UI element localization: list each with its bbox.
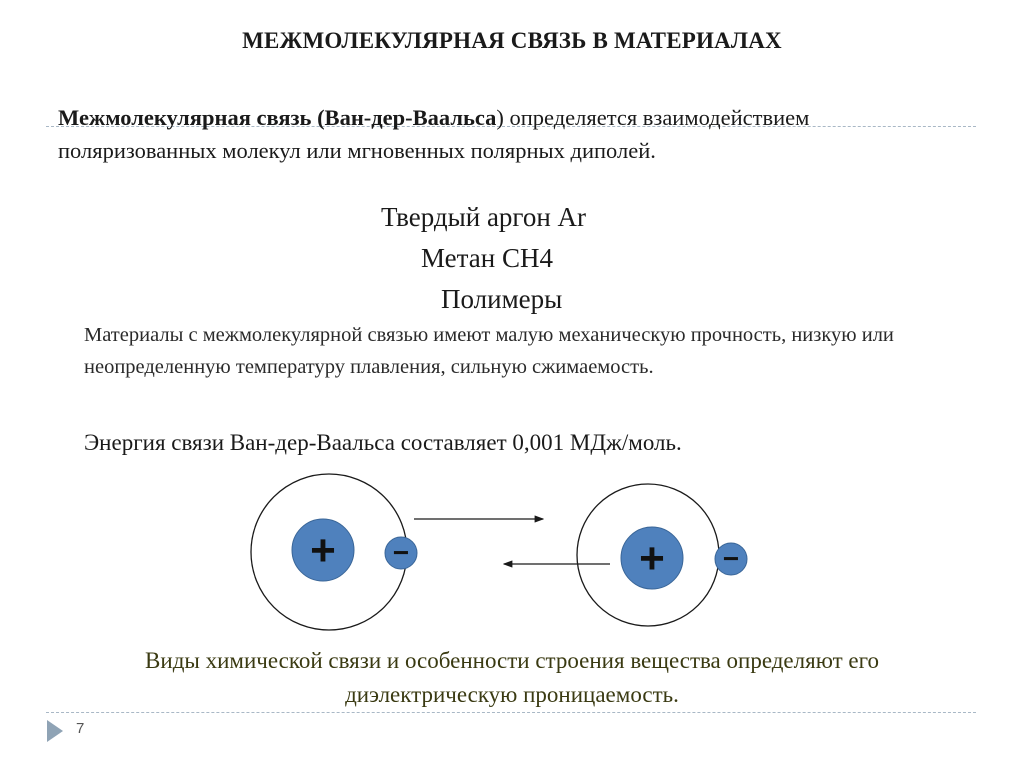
energy-statement: Энергия связи Ван-дер-Ваальса составляет 0,001 МДж/моль. (84, 430, 682, 455)
slide-title: МЕЖМОЛЕКУЛЯРНАЯ СВЯЗЬ В МАТЕРИАЛАХ (242, 28, 782, 53)
slide-number: 7 (76, 720, 85, 737)
right-plus-symbol: + (639, 534, 665, 583)
dipole-diagram (0, 470, 1024, 640)
example-polymers: Полимеры (441, 284, 563, 314)
conclusion-text: Виды химической связи и особенности строения вещества определяют его диэлектрическую проницаемость. (145, 648, 879, 707)
left-plus-symbol: + (310, 526, 336, 575)
right-minus-symbol: − (722, 543, 740, 574)
bottom-divider (46, 712, 976, 713)
nav-arrow-icon[interactable] (44, 718, 66, 744)
left-minus-symbol: − (392, 537, 410, 568)
definition-rest: ) определяется взаимодействием поляризованных молекул или мгновенных полярных диполей. (58, 105, 810, 163)
definition-paragraph (58, 101, 948, 167)
right-atom (577, 484, 747, 626)
definition-bold: Межмолекулярная связь (Ван-дер-Ваальса (58, 105, 497, 130)
properties-paragraph: Материалы с межмолекулярной связью имеют малую механическую прочность, низкую или неопределенную температуру плавления, сильную сжимаемость. (84, 324, 894, 378)
left-atom (251, 474, 417, 630)
example-argon: Твердый аргон Ar (381, 202, 587, 232)
example-methane: Метан CH4 (421, 243, 553, 273)
